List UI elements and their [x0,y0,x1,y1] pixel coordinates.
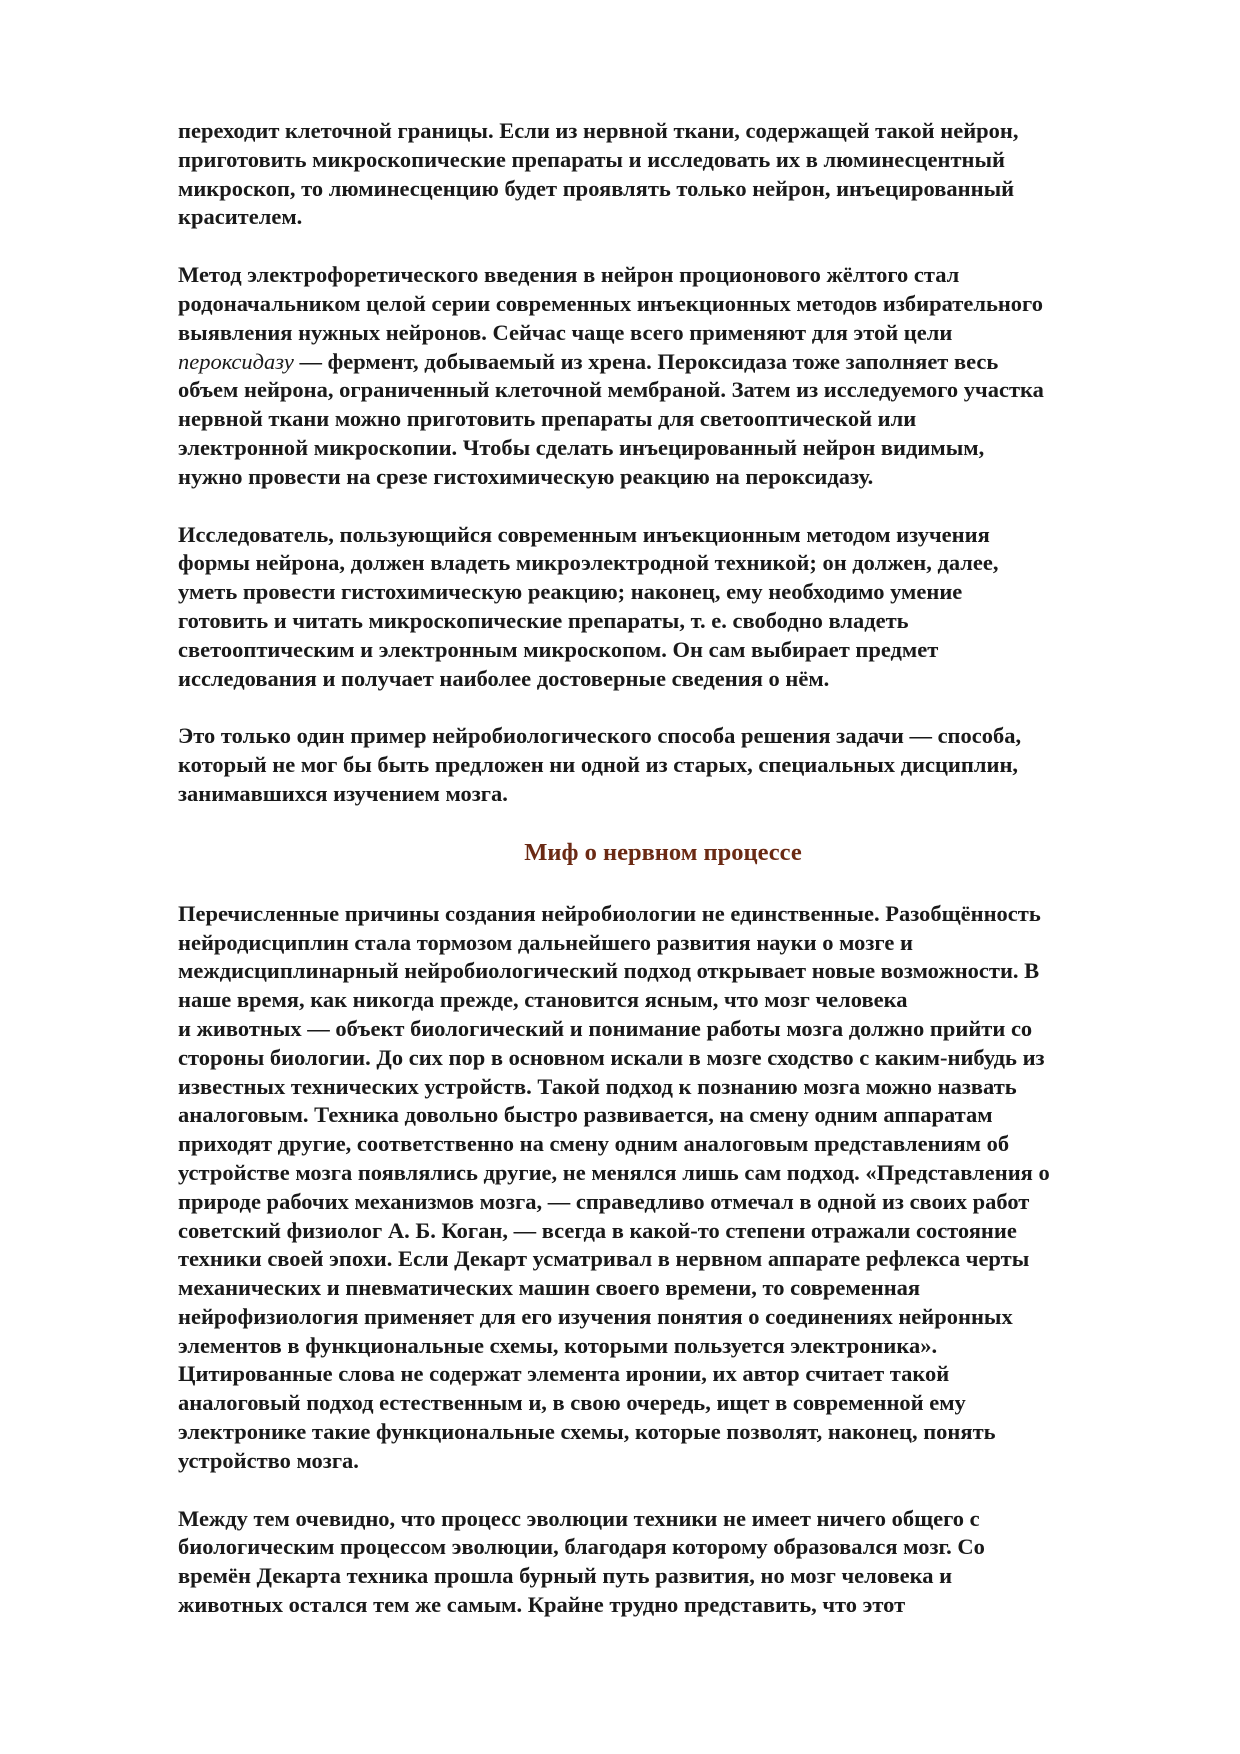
text-line: готовить и читать микроскопические препараты, т. е. свободно владеть [178,607,909,633]
paragraph [178,1505,1168,1620]
text-line: занимавшихся изучением мозга. [178,780,508,806]
text-line: уметь провести гистохимическую реакцию; наконец, ему необходимо умение [178,579,963,605]
text-line: советский физиолог А. Б. Коган, — всегда в какой-то степени отражали состояние [178,1217,1017,1243]
text-line: родоначальником целой серии современных инъекционных методов избирательного [178,290,1043,316]
text-line: микроскоп, то люминесценцию будет проявлять только нейрон, инъецированный [178,175,1015,201]
text-line: переходит клеточной границы. Если из нервной ткани, содержащей такой нейрон, [178,118,1019,143]
text-line: нейрофизиология применяет для его изучения понятия о соединениях нейронных [178,1303,1013,1329]
text-fragment: — фермент, добываемый из хрена. Пероксидаза тоже заполняет весь [293,348,999,374]
text-line: красителем. [178,204,303,230]
text-line: биологическим процессом эволюции, благодаря которому образовался мозг. Со [178,1534,985,1560]
text-line: Перечисленные причины создания нейробиологии не единственные. Разобщённость [178,900,1041,926]
paragraph [178,521,1168,694]
text-line: элементов в функциональные схемы, которыми пользуется электроника». [178,1332,938,1358]
text-line: нервной ткани можно приготовить препараты для светооптической или [178,406,917,432]
text-line: нужно провести на срезе гистохимическую реакцию на пероксидазу. [178,463,874,489]
text-line: выявления нужных нейронов. Сейчас чаще всего применяют для этой цели [178,319,953,345]
text-line: аналоговый подход естественным и, в свою очередь, ищет в современной ему [178,1390,966,1416]
document-page [178,117,1168,1649]
text-line: и животных — объект биологический и понимание работы мозга должно прийти со [178,1015,1033,1041]
text-line: стороны биологии. До сих пор в основном искали в мозге сходство с каким-нибудь из [178,1044,1045,1070]
section-heading: Миф о нервном процессе [524,838,802,866]
text-line: исследования и получает наиболее достоверные сведения о нём. [178,665,830,691]
text-line: Между тем очевидно, что процесс эволюции техники не имеет ничего общего с [178,1505,980,1531]
text-line: времён Декарта техника прошла бурный путь развития, но мозг человека и [178,1563,953,1589]
text-line: техники своей эпохи. Если Декарт усматривал в нервном аппарате рефлекса черты [178,1246,1030,1272]
text-line: животных остался тем же самым. Крайне трудно представить, что этот [178,1592,906,1618]
italic-term: пероксидазу [178,348,294,374]
text-line: устройство мозга. [178,1447,359,1473]
paragraph [178,900,1168,1476]
text-line: нейродисциплин стала тормозом дальнейшего развития науки о мозге и [178,929,913,955]
text-line: Метод электрофоретического введения в нейрон проционового жёлтого стал [178,262,960,288]
text-line [178,348,1168,377]
text-line: механических и пневматических машин своего времени, то современная [178,1275,921,1301]
text-line: Цитированные слова не содержат элемента иронии, их автор считает такой [178,1361,950,1387]
text-line: Это только один пример нейробиологического способа решения задачи — способа, [178,723,1022,749]
text-line: электронике такие функциональные схемы, которые позволят, наконец, понять [178,1419,996,1445]
text-line: известных технических устройств. Такой подход к познанию мозга можно назвать [178,1073,1017,1099]
text-line: природе рабочих механизмов мозга, — справедливо отмечал в одной из своих работ [178,1188,1030,1214]
text-line: формы нейрона, должен владеть микроэлектродной техникой; он должен, далее, [178,550,999,576]
text-line: междисциплинарный нейробиологический подход открывает новые возможности. В [178,958,1040,984]
text-line: устройстве мозга появлялись другие, не менялся лишь сам подход. «Представления о [178,1159,1050,1185]
text-line: Исследователь, пользующийся современным инъекционным методом изучения [178,521,990,547]
text-line: приходят другие, соответственно на смену одним аналоговым представлениям об [178,1131,1010,1157]
paragraph [178,722,1168,808]
paragraph [178,117,1168,232]
text-line: объем нейрона, ограниченный клеточной мембраной. Затем из исследуемого участка [178,377,1044,403]
paragraph [178,261,1168,491]
text-line: наше время, как никогда прежде, становится ясным, что мозг человека [178,987,908,1013]
text-line: электронной микроскопии. Чтобы сделать инъецированный нейрон видимым, [178,434,985,460]
text-line: приготовить микроскопические препараты и исследовать их в люминесцентный [178,146,1006,172]
text-line: светооптическим и электронным микроскопом. Он сам выбирает предмет [178,636,939,662]
text-line: который не мог бы быть предложен ни одной из старых, специальных дисциплин, [178,752,1019,778]
text-line: аналоговым. Техника довольно быстро развивается, на смену одним аппаратам [178,1102,993,1128]
